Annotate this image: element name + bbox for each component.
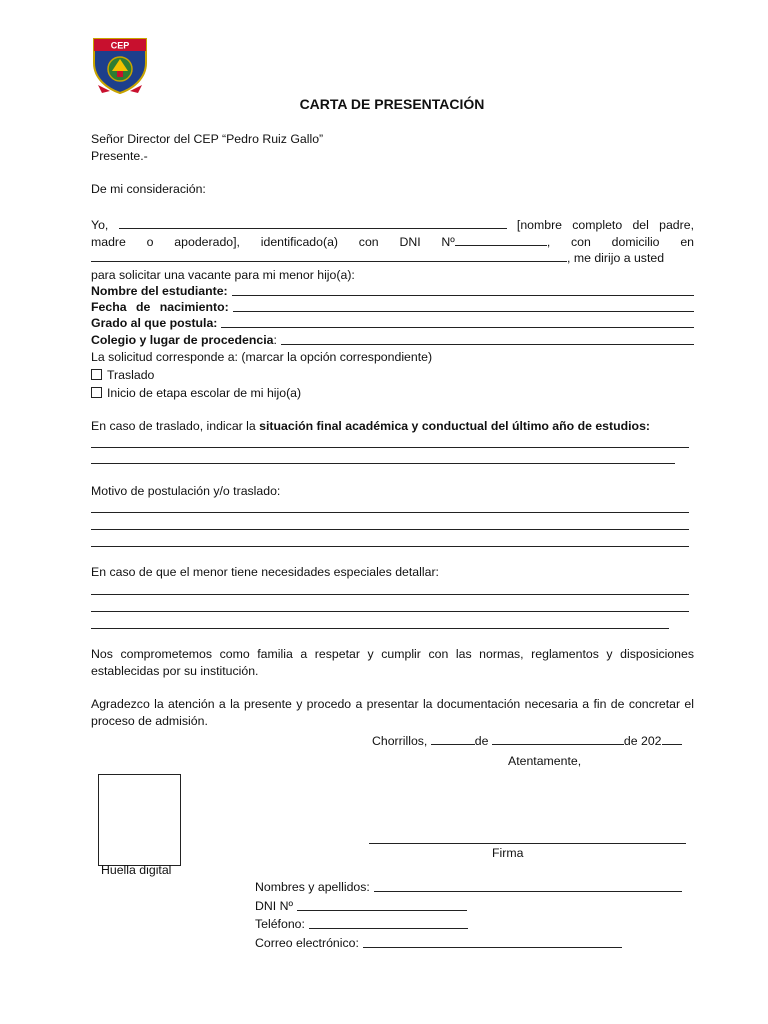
signer-phone-field[interactable] <box>255 916 468 932</box>
signer-name-field[interactable] <box>255 879 682 895</box>
month-blank[interactable] <box>492 733 624 745</box>
signer-dni-field[interactable] <box>255 898 467 914</box>
checkbox-icon[interactable] <box>91 387 102 398</box>
recipient-line: Señor Director del CEP “Pedro Ruiz Gallo” <box>91 132 324 146</box>
especiales-blank-2[interactable] <box>91 611 689 612</box>
intro-paragraph <box>91 217 694 267</box>
checkbox-icon[interactable] <box>91 369 102 380</box>
especiales-blank-1[interactable] <box>91 594 689 595</box>
svg-text:CEP: CEP <box>110 40 130 51</box>
signer-dni-label: DNI Nº <box>255 899 293 913</box>
agradecimiento-paragraph: Agradezco la atención a la presente y procedo a presentar la documentación necesaria a fin de concretar el proceso de admisión. <box>91 697 694 728</box>
option-inicio[interactable]: Inicio de etapa escolar de mi hijo(a) <box>91 385 301 401</box>
option-traslado[interactable]: Traslado <box>91 367 154 383</box>
birth-date-field[interactable] <box>91 299 694 315</box>
especiales-label: En caso de que el menor tiene necesidades especiales detallar: <box>91 565 439 579</box>
intro-name-hint: [nombre completo del padre, madre o apoderado], identificado(a) con DNI Nº <box>91 218 694 249</box>
compromiso-paragraph: Nos comprometemos como familia a respetar y cumplir con las normas, reglamentos y disposiciones establecidas por su institución. <box>91 647 694 678</box>
previous-school-label: Colegio y lugar de procedencia: <box>91 333 277 347</box>
intro-domicilio: , con domicilio en <box>546 234 694 249</box>
signer-name-label: Nombres y apellidos: <box>255 880 370 894</box>
previous-school-field[interactable] <box>91 332 694 348</box>
motivo-blank-3[interactable] <box>91 546 689 547</box>
traslado-blank-2[interactable] <box>91 463 675 464</box>
signer-email-field[interactable] <box>255 935 622 951</box>
signature-line[interactable] <box>369 843 686 844</box>
intro-dirijo: , me dirijo a usted <box>567 251 665 265</box>
parent-name-blank[interactable] <box>119 217 507 229</box>
birth-date-label: Fecha de nacimiento: <box>91 300 229 314</box>
student-name-label: Nombre del estudiante: <box>91 284 228 298</box>
address-blank[interactable] <box>91 250 567 262</box>
motivo-label: Motivo de postulación y/o traslado: <box>91 484 281 498</box>
school-crest-logo <box>88 33 152 97</box>
especiales-blank-3[interactable] <box>91 628 669 629</box>
huella-label: Huella digital <box>101 863 172 877</box>
request-label: La solicitud corresponde a: (marcar la opción correspondiente) <box>91 350 433 364</box>
motivo-blank-1[interactable] <box>91 512 689 513</box>
greeting: De mi consideración: <box>91 182 206 196</box>
closing: Atentamente, <box>508 754 582 768</box>
grade-label: Grado al que postula: <box>91 316 218 330</box>
student-name-field[interactable] <box>91 283 694 299</box>
motivo-blank-2[interactable] <box>91 529 689 530</box>
place-date-line: Chorrillos, de de 202 <box>372 733 682 749</box>
grade-field[interactable] <box>91 315 694 331</box>
year-blank[interactable] <box>662 733 682 745</box>
day-blank[interactable] <box>431 733 475 745</box>
signer-phone-label: Teléfono: <box>255 917 305 931</box>
signer-email-label: Correo electrónico: <box>255 936 359 950</box>
traslado-blank-1[interactable] <box>91 447 689 448</box>
intro-yo: Yo, <box>91 218 109 232</box>
document-title: CARTA DE PRESENTACIÓN <box>299 96 485 112</box>
fingerprint-box <box>98 774 181 866</box>
traslado-label: En caso de traslado, indicar la situación final académica y conductual del último año de estudios: <box>91 419 651 433</box>
intro-para: para solicitar una vacante para mi menor hijo(a): <box>91 268 355 282</box>
presente-line: Presente.- <box>91 149 148 163</box>
firma-label: Firma <box>492 846 524 860</box>
dni-blank[interactable] <box>455 234 547 246</box>
